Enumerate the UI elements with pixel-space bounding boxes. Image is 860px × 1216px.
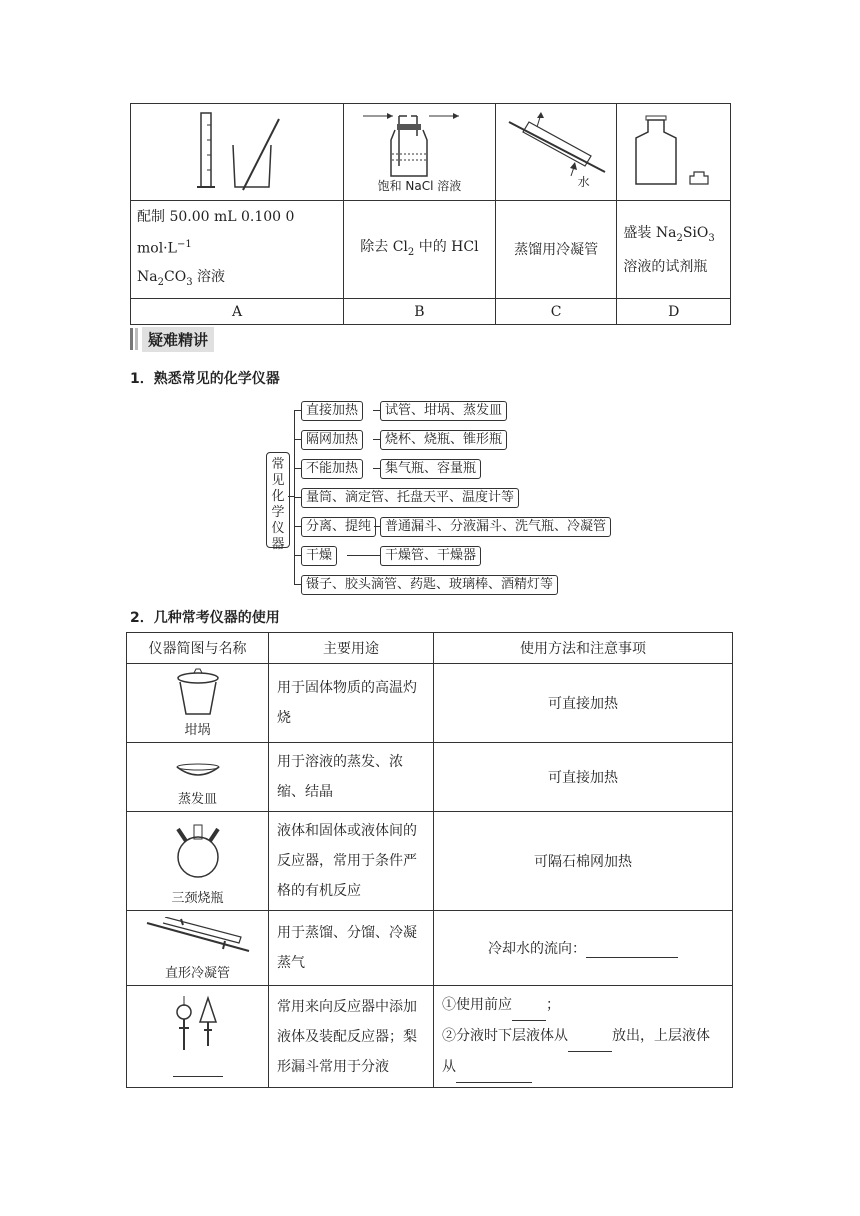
cell-d-image xyxy=(617,104,731,201)
apparatus-options-table xyxy=(130,103,731,325)
header-instrument: 仪器简图与名称 xyxy=(127,633,269,664)
section-heading xyxy=(130,326,230,352)
three-neck-flask-label: 三颈烧瓶 xyxy=(171,891,224,906)
c-image-caption: 水 xyxy=(577,175,590,189)
cell-b-image xyxy=(344,104,496,201)
funnel-cell xyxy=(127,986,269,1088)
crucible-note: 可直接加热 xyxy=(434,664,733,743)
section-title: 疑难精讲 xyxy=(142,327,214,352)
answer-blank xyxy=(512,990,546,1021)
answer-blank xyxy=(456,1052,532,1083)
answer-blank xyxy=(568,1021,612,1052)
evaporating-dish-icon xyxy=(173,761,223,781)
heading-bar xyxy=(130,328,133,350)
evaporating-dish-label: 蒸发皿 xyxy=(177,792,217,807)
branch-no-heat-items: 集气瓶、容量瓶 xyxy=(380,459,481,479)
funnel-use: 常用来向反应器中添加液体及装配反应器；梨形漏斗常用于分液 xyxy=(269,986,434,1088)
table-row xyxy=(127,986,733,1088)
option-d-text: 盛装 $Na_2SiO_3$ 溶液的试剂瓶 xyxy=(617,201,731,299)
table-row xyxy=(127,743,733,812)
cell-a-image xyxy=(131,104,344,201)
branch-separation-items: 普通漏斗、分液漏斗、洗气瓶、冷凝管 xyxy=(380,517,611,537)
crucible-label: 坩埚 xyxy=(184,723,211,738)
b-image-caption: 饱和 NaCl 溶液 xyxy=(377,179,462,193)
gas-washing-bottle-icon xyxy=(359,106,479,178)
crucible-icon xyxy=(168,668,228,718)
branch-gauze-heat: 隔网加热 xyxy=(301,430,363,450)
three-neck-flask-use: 液体和固体或液体间的反应器，常用于条件严格的有机反应 xyxy=(269,812,434,911)
table-row xyxy=(127,812,733,911)
evaporating-dish-use: 用于溶液的蒸发、浓缩、结晶 xyxy=(269,743,434,812)
branch-other: 镊子、胶头滴管、药匙、玻璃棒、酒精灯等 xyxy=(301,575,558,595)
item1-title: 1．熟悉常见的化学仪器 xyxy=(130,371,280,387)
instrument-usage-table xyxy=(126,632,733,1088)
straight-condenser-icon xyxy=(143,917,253,957)
crucible-use: 用于固体物质的高温灼烧 xyxy=(269,664,434,743)
answer-blank xyxy=(586,941,678,958)
evaporating-dish-cell xyxy=(127,743,269,812)
option-c-text: 蒸馏用冷凝管 xyxy=(495,201,617,299)
condenser-note: 冷却水的流向： xyxy=(434,911,733,986)
branch-separation: 分离、提纯 xyxy=(301,517,376,537)
condenser-cell xyxy=(127,911,269,986)
diagram-root: 常 见 化 学 仪 器 xyxy=(266,452,290,548)
branch-gauze-heat-items: 烧杯、烧瓶、锥形瓶 xyxy=(380,430,507,450)
branch-no-heat: 不能加热 xyxy=(301,459,363,479)
heading-bar-light xyxy=(135,328,138,350)
header-use: 主要用途 xyxy=(269,633,434,664)
cell-c-image xyxy=(495,104,617,201)
table-row xyxy=(127,664,733,743)
branch-direct-heat-items: 试管、坩埚、蒸发皿 xyxy=(380,401,507,421)
option-label-c: C xyxy=(495,299,617,325)
option-b-text: 除去 $Cl_2$ 中的 HCl xyxy=(344,201,496,299)
three-neck-flask-note: 可隔石棉网加热 xyxy=(434,812,733,911)
dropping-separatory-funnel-icon xyxy=(168,994,228,1054)
option-label-b: B xyxy=(344,299,496,325)
option-label-a: A xyxy=(131,299,344,325)
option-a-text: 配制 50.00 mL 0.100 0 $mol\cdot L^{-1}$ $Na_2CO_3$ 溶液 xyxy=(131,201,344,299)
condenser-use: 用于蒸馏、分馏、冷凝蒸气 xyxy=(269,911,434,986)
condenser-label: 直形冷凝管 xyxy=(164,966,230,981)
table-row xyxy=(127,911,733,986)
cylinder-beaker-glassrod-icon xyxy=(177,105,297,195)
three-neck-flask-cell xyxy=(127,812,269,911)
evaporating-dish-note: 可直接加热 xyxy=(434,743,733,812)
branch-measuring: 量筒、滴定管、托盘天平、温度计等 xyxy=(301,488,519,508)
branch-direct-heat: 直接加热 xyxy=(301,401,363,421)
crucible-cell xyxy=(127,664,269,743)
funnel-note: ①使用前应 ； ②分液时下层液体从 放出，上层液体 从 xyxy=(434,986,733,1088)
item2-title: 2．几种常考仪器的使用 xyxy=(130,610,280,626)
three-neck-flask-icon xyxy=(168,819,228,879)
option-label-d: D xyxy=(617,299,731,325)
reagent-bottle-icon xyxy=(624,110,724,190)
branch-drying: 干燥 xyxy=(301,546,337,566)
funnel-name-blank xyxy=(127,1061,268,1077)
branch-drying-items: 干燥管、干燥器 xyxy=(380,546,481,566)
header-notes: 使用方法和注意事项 xyxy=(434,633,733,664)
